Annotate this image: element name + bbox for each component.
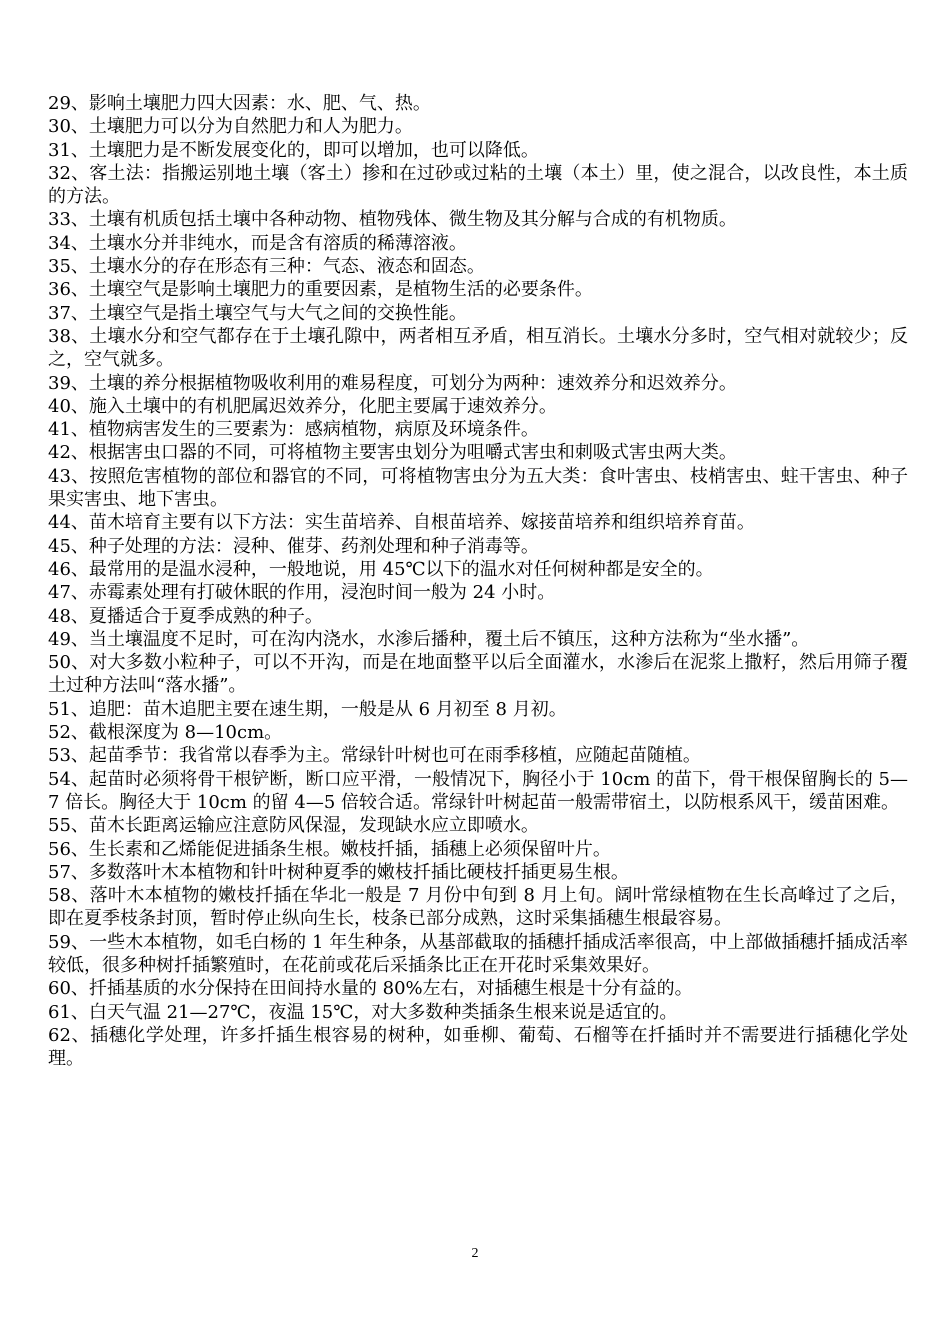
list-item: 48、夏播适合于夏季成熟的种子。 <box>48 605 323 627</box>
list-item: 57、多数落叶木本植物和针叶树种夏季的嫩枝扦插比硬枝扦插更易生根。 <box>48 861 629 883</box>
list-item: 46、最常用的是温水浸种，一般地说，用 45℃以下的温水对任何树种都是安全的。 <box>48 558 714 580</box>
list-item: 60、扦插基质的水分保持在田间持水量的 80%左右，对插穗生根是十分有益的。 <box>48 978 693 1000</box>
list-item: 61、白天气温 21—27℃，夜温 15℃，对大多数种类插条生根来说是适宜的。 <box>48 1001 678 1023</box>
list-item: 54、起苗时必须将骨干根铲断，断口应平滑，一般情况下，胸径小于 10cm 的苗下，骨干根保留胸长的 5—7 倍长。胸径大于 10cm 的留 4—5 倍较合适。常绿针叶树起苗一般需带宿土，以防根系风干，缓苗困难。 <box>48 768 908 813</box>
list-item: 33、土壤有机质包括土壤中各种动物、植物残体、微生物及其分解与合成的有机物质。 <box>48 209 737 231</box>
list-item: 50、对大多数小粒种子，可以不开沟，而是在地面整平以后全面灌水，水渗后在泥浆上撒籽，然后用筛子覆土过种方法叫“落水播”。 <box>48 652 908 697</box>
list-item: 44、苗木培育主要有以下方法：实生苗培养、自根苗培养、嫁接苗培养和组织培养育苗。 <box>48 512 755 534</box>
list-item: 62、插穗化学处理，许多扦插生根容易的树种，如垂柳、葡萄、石榴等在扦插时并不需要进行插穗化学处理。 <box>48 1024 908 1070</box>
list-item: 49、当土壤温度不足时，可在沟内浇水，水渗后播种，覆土后不镇压，这种方法称为“坐水播”。 <box>48 628 810 650</box>
list-item: 29、影响土壤肥力四大因素：水、肥、气、热。 <box>48 93 431 114</box>
list-item: 38、土壤水分和空气都存在于土壤孔隙中，两者相互矛盾，相互消长。土壤水分多时，空气相对就较少；反之，空气就多。 <box>48 325 908 371</box>
list-item: 43、按照危害植物的部位和器官的不同，可将植物害虫分为五大类：食叶害虫、枝梢害虫、蛀干害虫、种子果实害虫、地下害虫。 <box>48 465 908 511</box>
list-item: 32、客土法：指搬运别地土壤（客土）掺和在过砂或过粘的土壤（本土）里，使之混合，以改良性，本土质的方法。 <box>48 162 908 208</box>
list-item: 58、落叶木本植物的嫩枝扦插在华北一般是 7 月份中旬到 8 月上旬。阔叶常绿植物在生长高峰过了之后，即在夏季枝条封顶，暂时停止纵向生长，枝条已部分成熟，这时采集插穗生根最容易。 <box>48 885 908 930</box>
list-item: 59、一些木本植物，如毛白杨的 1 年生种条，从基部截取的插穗扦插成活率很高，中上部做插穗扦插成活率较低，很多种树扦插繁殖时，在花前或花后采插条比正在开花时采集效果好。 <box>48 931 908 976</box>
list-item: 40、施入土壤中的有机肥属迟效养分，化肥主要属于速效养分。 <box>48 395 557 417</box>
list-item: 41、植物病害发生的三要素为：感病植物，病原及环境条件。 <box>48 419 539 441</box>
list-item: 47、赤霉素处理有打破休眠的作用，浸泡时间一般为 24 小时。 <box>48 582 556 604</box>
list-item: 45、种子处理的方法：浸种、催芽、药剂处理和种子消毒等。 <box>48 535 539 557</box>
list-item: 35、土壤水分的存在形态有三种：气态、液态和固态。 <box>48 256 485 278</box>
list-item: 31、土壤肥力是不断发展变化的，即可以增加，也可以降低。 <box>48 139 539 161</box>
list-item: 37、土壤空气是指土壤空气与大气之间的交换性能。 <box>48 302 467 324</box>
list-item: 36、土壤空气是影响土壤肥力的重要因素，是植物生活的必要条件。 <box>48 279 593 301</box>
document-body <box>48 92 908 1070</box>
list-item: 53、起苗季节：我省常以春季为主。常绿针叶树也可在雨季移植，应随起苗随植。 <box>48 745 701 767</box>
list-item: 42、根据害虫口器的不同，可将植物主要害虫划分为咀嚼式害虫和刺吸式害虫两大类。 <box>48 442 737 464</box>
list-item: 39、土壤的养分根据植物吸收利用的难易程度，可划分为两种：速效养分和迟效养分。 <box>48 372 737 394</box>
list-item: 51、追肥：苗木追肥主要在速生期，一般是从 6 月初至 8 月初。 <box>48 698 567 720</box>
list-item: 55、苗木长距离运输应注意防风保湿，发现缺水应立即喷水。 <box>48 815 539 837</box>
list-item: 34、土壤水分并非纯水，而是含有溶质的稀薄溶液。 <box>48 232 467 254</box>
page-number: 2 <box>471 1246 479 1261</box>
list-item: 56、生长素和乙烯能促进插条生根。嫩枝扦插，插穗上必须保留叶片。 <box>48 838 611 860</box>
list-item: 30、土壤肥力可以分为自然肥力和人为肥力。 <box>48 116 413 138</box>
list-item: 52、截根深度为 8—10cm。 <box>48 722 283 744</box>
